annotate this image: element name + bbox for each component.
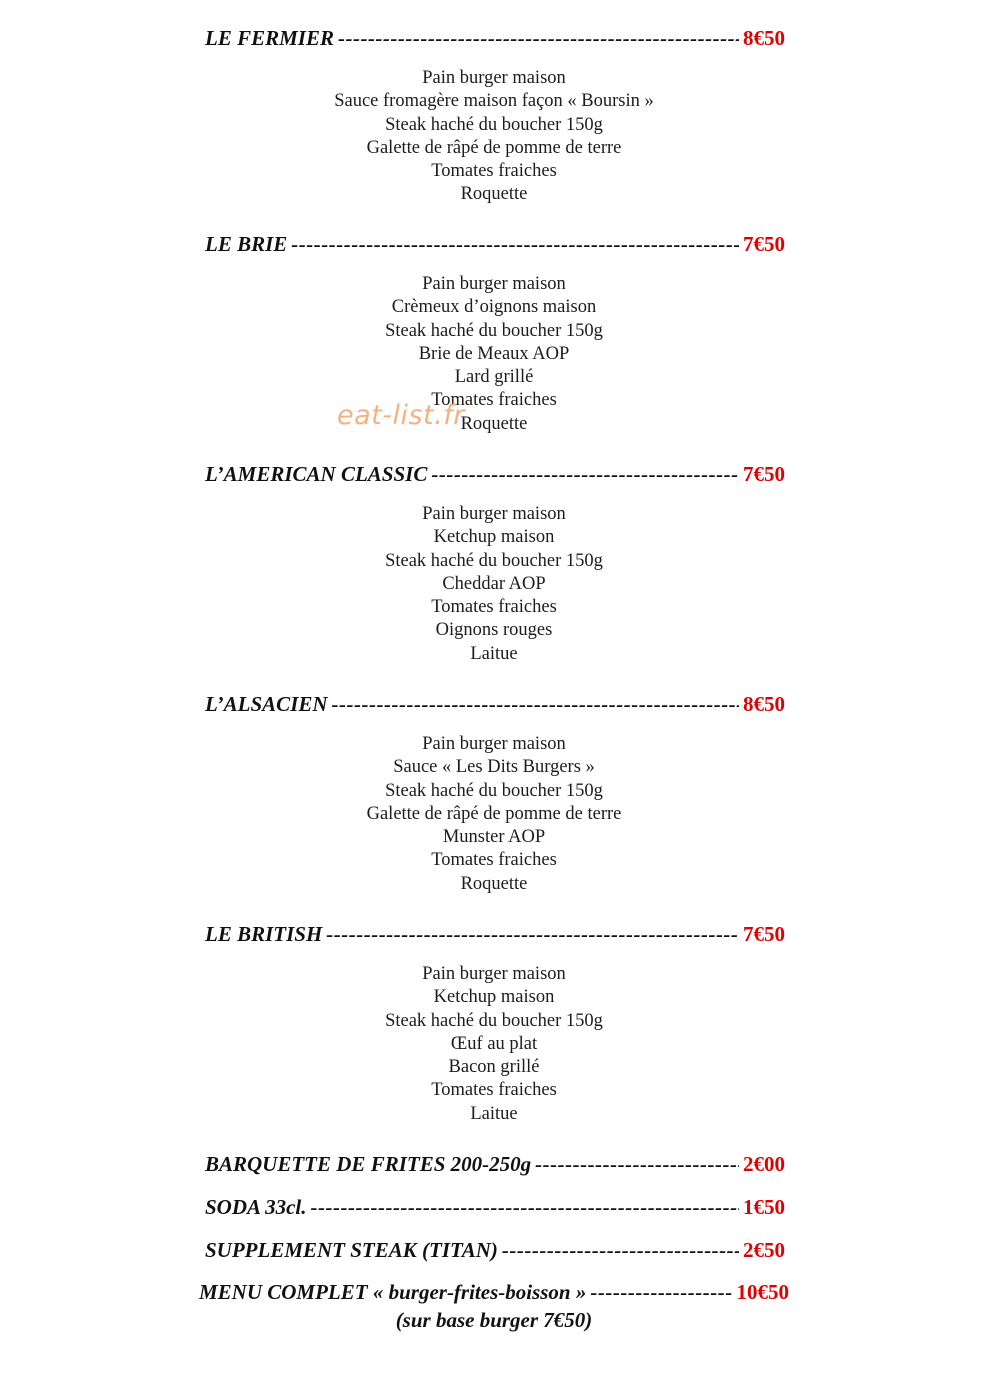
dotted-leader (291, 232, 739, 256)
dotted-leader (431, 462, 739, 486)
menu-item-price: 7€50 (743, 922, 785, 946)
ingredient: Tomates fraiches (431, 597, 557, 618)
extra-name: BARQUETTE DE FRITES 200-250g (205, 1152, 532, 1176)
menu-item-heading-alsacien (205, 692, 785, 716)
ingredient: Steak haché du boucher 150g (385, 1010, 603, 1031)
ingredient: Pain burger maison (422, 274, 566, 294)
ingredient: Laitue (470, 643, 518, 664)
extra-heading-menu-complet (199, 1280, 789, 1304)
menu-item-price: 8€50 (743, 26, 785, 50)
menu-item-price: 7€50 (743, 232, 785, 256)
extra-price: 10€50 (736, 1280, 789, 1304)
ingredient: Steak haché du boucher 150g (385, 320, 603, 341)
ingredient: Tomates fraiches (431, 850, 557, 871)
ingredient: Laitue (470, 1103, 518, 1124)
ingredient: Sauce fromagère maison façon « Boursin » (334, 91, 654, 112)
ingredient: Steak haché du boucher 150g (385, 780, 603, 801)
ingredient: Sauce « Les Dits Burgers » (393, 757, 595, 778)
menu-item-name: L’AMERICAN CLASSIC (205, 462, 428, 486)
dotted-leader (326, 922, 739, 946)
menu-item-heading-le-fermier (205, 26, 785, 50)
ingredient: Tomates fraiches (431, 390, 557, 411)
menu-item-name: L’ALSACIEN (205, 692, 328, 716)
ingredient-list-american-classic (194, 503, 794, 666)
ingredient: Steak haché du boucher 150g (385, 114, 603, 135)
ingredient: Munster AOP (442, 827, 546, 848)
menu-item-heading-le-british (205, 922, 785, 946)
ingredient-list-le-brie (194, 273, 794, 436)
ingredient: Oignons rouges (435, 620, 553, 641)
ingredient: Tomates fraiches (431, 161, 557, 182)
dotted-leader (332, 692, 739, 716)
ingredient-list-alsacien (194, 733, 794, 896)
ingredient: Brie de Meaux AOP (418, 343, 570, 364)
ingredient: Roquette (460, 184, 528, 205)
dotted-leader (502, 1238, 739, 1262)
dotted-leader (311, 1195, 739, 1219)
ingredient: Ketchup maison (433, 987, 555, 1008)
ingredient: Cheddar AOP (442, 573, 546, 594)
ingredient: Lard grillé (454, 367, 534, 388)
ingredient: Bacon grillé (448, 1057, 540, 1078)
ingredient: Pain burger maison (422, 964, 566, 984)
ingredient: Galette de râpé de pomme de terre (366, 803, 622, 824)
extra-price: 2€50 (743, 1238, 785, 1262)
extra-heading-soda (205, 1195, 785, 1219)
extra-heading-frites (205, 1152, 785, 1176)
ingredient: Roquette (460, 413, 528, 434)
menu-item-name: LE BRIE (205, 232, 288, 256)
extra-price: 1€50 (743, 1195, 785, 1219)
extra-name: SODA 33cl. (205, 1195, 307, 1219)
extra-price: 2€00 (743, 1152, 785, 1176)
ingredient: Galette de râpé de pomme de terre (366, 137, 622, 158)
ingredient: Ketchup maison (433, 527, 555, 548)
menu-item-price: 7€50 (743, 462, 785, 486)
ingredient-list-le-british (194, 963, 794, 1126)
ingredient: Pain burger maison (422, 68, 566, 88)
extra-heading-supplement-steak (205, 1238, 785, 1262)
menu-item-name: LE FERMIER (205, 26, 334, 50)
ingredient: Steak haché du boucher 150g (385, 550, 603, 571)
menu-item-name: LE BRITISH (205, 922, 323, 946)
dotted-leader (535, 1152, 739, 1176)
extra-name: SUPPLEMENT STEAK (TITAN) (205, 1238, 498, 1262)
extra-name: MENU COMPLET « burger-frites-boisson » (199, 1280, 587, 1304)
ingredient: Tomates fraiches (431, 1080, 557, 1101)
watermark: eat-list.fr (337, 400, 465, 431)
ingredient: Pain burger maison (422, 734, 566, 754)
ingredient-list-le-fermier (194, 67, 794, 207)
menu-item-heading-american-classic (205, 462, 785, 486)
menu-item-heading-le-brie (205, 232, 785, 256)
dotted-leader (338, 26, 739, 50)
ingredient: Crèmeux d’oignons maison (391, 297, 597, 318)
ingredient: Roquette (460, 873, 528, 894)
dotted-leader (590, 1280, 732, 1304)
ingredient: Pain burger maison (422, 504, 566, 524)
menu-complet-note: (sur base burger 7€50) (395, 1308, 593, 1332)
menu-item-price: 8€50 (743, 692, 785, 716)
ingredient: Œuf au plat (450, 1033, 538, 1054)
